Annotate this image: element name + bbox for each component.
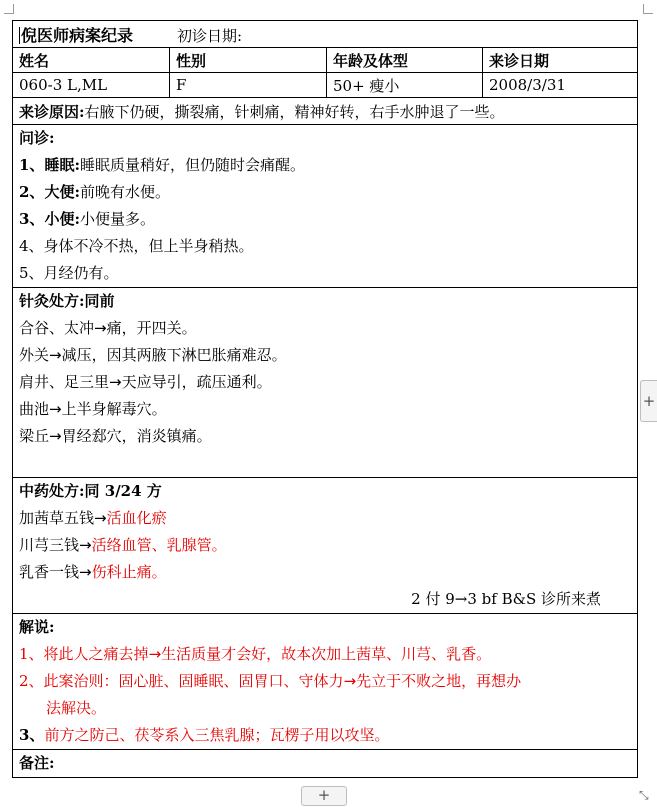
inquiry-text: 睡眠质量稍好，但仍随时会痛醒。 xyxy=(79,156,305,174)
arrow-icon: → xyxy=(49,400,62,418)
inquiry-num: 1、 xyxy=(19,156,45,174)
arrow-icon: → xyxy=(49,427,62,445)
herbal-item xyxy=(19,559,631,586)
arrow-icon: → xyxy=(94,319,107,337)
inquiry-num: 3、 xyxy=(19,210,45,228)
resize-icon[interactable]: ⤡ xyxy=(639,788,649,802)
acupoints: 曲池 xyxy=(19,400,50,418)
herbal-item xyxy=(19,505,631,532)
arrow-icon: → xyxy=(343,672,357,690)
arrow-icon: → xyxy=(79,536,92,554)
acupuncture-label: 针灸处方:同前 xyxy=(19,292,115,310)
patient-age-body[interactable]: 50+ 瘦小 xyxy=(327,73,483,98)
arrow-icon: → xyxy=(79,563,92,581)
herb-name: 加茜草五钱 xyxy=(19,509,95,527)
acupoints: 合谷、太冲 xyxy=(19,319,95,337)
acupuncture-item xyxy=(19,423,631,450)
explanation-text: 生活质量才会好，故本次加上茜草、川芎、乳香。 xyxy=(161,645,492,663)
col-header-sex: 性别 xyxy=(170,48,327,73)
explanation-text: 先立于不败之地，再想办 xyxy=(356,672,522,690)
dosage-line: 2 付 9→3 bf B&S 诊所来煮 xyxy=(411,590,602,608)
patient-info-row xyxy=(13,73,638,98)
explanation-num: 1、 xyxy=(19,645,44,663)
patient-sex[interactable]: F xyxy=(170,73,327,98)
inquiry-row xyxy=(13,125,638,288)
arrow-icon: → xyxy=(148,645,162,663)
explanation-num: 3、 xyxy=(19,726,45,744)
inquiry-label: 问诊: xyxy=(19,129,55,147)
inquiry-key: 小便: xyxy=(44,210,80,228)
notes-cell[interactable] xyxy=(13,750,638,778)
explanation-item-1 xyxy=(19,641,631,668)
herb-note: 活络血管、乳腺管。 xyxy=(91,536,227,554)
explanation-cell[interactable] xyxy=(13,614,638,750)
notes-row xyxy=(13,750,638,778)
text-cursor xyxy=(19,27,20,44)
acupoints: 肩井、足三里 xyxy=(19,373,110,391)
title-cell[interactable] xyxy=(13,21,638,48)
inquiry-text: 小便量多。 xyxy=(79,210,155,228)
herb-name: 乳香一钱 xyxy=(19,563,80,581)
reason-row xyxy=(13,98,638,125)
arrow-icon: → xyxy=(94,509,107,527)
herbal-item xyxy=(19,532,631,559)
acupuncture-cell[interactable] xyxy=(13,288,638,478)
herb-name: 川芎三钱 xyxy=(19,536,80,554)
col-header-age: 年龄及体型 xyxy=(327,48,483,73)
page-corner-mark-right xyxy=(643,4,653,14)
inquiry-num: 2、 xyxy=(19,183,45,201)
add-row-button[interactable]: + xyxy=(301,786,347,806)
arrow-icon: → xyxy=(49,346,62,364)
acupuncture-item xyxy=(19,342,631,369)
reason-text: 右腋下仍硬，撕裂痛，针刺痛，精神好转，右手水肿退了一些。 xyxy=(84,102,505,121)
title-row xyxy=(13,21,638,48)
acupuncture-item xyxy=(19,396,631,423)
explanation-label: 解说: xyxy=(19,618,55,636)
record-title: 倪医师病案纪录 xyxy=(21,25,134,45)
first-visit-label: 初诊日期: xyxy=(177,26,243,45)
herb-note: 伤科止痛。 xyxy=(91,563,167,581)
inquiry-item: 5、月经仍有。 xyxy=(19,264,119,282)
explanation-text: 前方之防己、茯苓系入三焦乳腺；瓦楞子用以攻坚。 xyxy=(44,726,390,744)
herbal-row xyxy=(13,478,638,614)
column-header-row xyxy=(13,48,638,73)
notes-label: 备注: xyxy=(19,754,55,772)
inquiry-item xyxy=(19,206,631,233)
explanation-row xyxy=(13,614,638,750)
explanation-item-2 xyxy=(19,668,631,695)
visit-date[interactable]: 2008/3/31 xyxy=(483,73,638,98)
page-corner-mark-left xyxy=(4,4,14,14)
herbal-cell[interactable] xyxy=(13,478,638,614)
inquiry-item xyxy=(19,179,631,206)
herbal-label: 中药处方:同 3/24 方 xyxy=(19,482,162,500)
acupuncture-row xyxy=(13,288,638,478)
explanation-text: 将此人之痛去掉 xyxy=(43,645,149,663)
acupuncture-item xyxy=(19,315,631,342)
explanation-item-3 xyxy=(19,722,631,749)
explanation-num: 2、 xyxy=(19,672,44,690)
inquiry-key: 睡眠: xyxy=(44,156,80,174)
patient-name[interactable]: 060-3 L,ML xyxy=(13,73,170,98)
col-header-name: 姓名 xyxy=(13,48,170,73)
herb-note: 活血化瘀 xyxy=(106,509,167,527)
acupoints: 外关 xyxy=(19,346,50,364)
reason-label: 来诊原因: xyxy=(19,102,85,121)
inquiry-item: 4、身体不冷不热，但上半身稍热。 xyxy=(19,237,254,255)
acupoint-note: 减压，因其两腋下淋巴胀痛难忍。 xyxy=(61,346,287,364)
acupoint-note: 天应导引，疏压通利。 xyxy=(121,373,272,391)
acupoint-note: 上半身解毒穴。 xyxy=(61,400,167,418)
inquiry-text: 前晚有水便。 xyxy=(79,183,170,201)
col-header-date: 来诊日期 xyxy=(483,48,638,73)
acupuncture-item xyxy=(19,369,631,396)
medical-record-table xyxy=(12,20,638,778)
inquiry-item xyxy=(19,152,631,179)
inquiry-key: 大便: xyxy=(44,183,80,201)
acupoint-note: 痛，开四关。 xyxy=(106,319,197,337)
arrow-icon: → xyxy=(109,373,122,391)
acupoint-note: 胃经郄穴，消炎镇痛。 xyxy=(61,427,212,445)
acupoints: 梁丘 xyxy=(19,427,50,445)
reason-cell[interactable] xyxy=(13,98,638,125)
explanation-item-2-cont: 法解决。 xyxy=(46,699,107,717)
inquiry-cell[interactable] xyxy=(13,125,638,288)
explanation-text: 此案治则：固心脏、固睡眠、固胃口、守体力 xyxy=(43,672,344,690)
add-column-button[interactable]: + xyxy=(640,380,657,422)
